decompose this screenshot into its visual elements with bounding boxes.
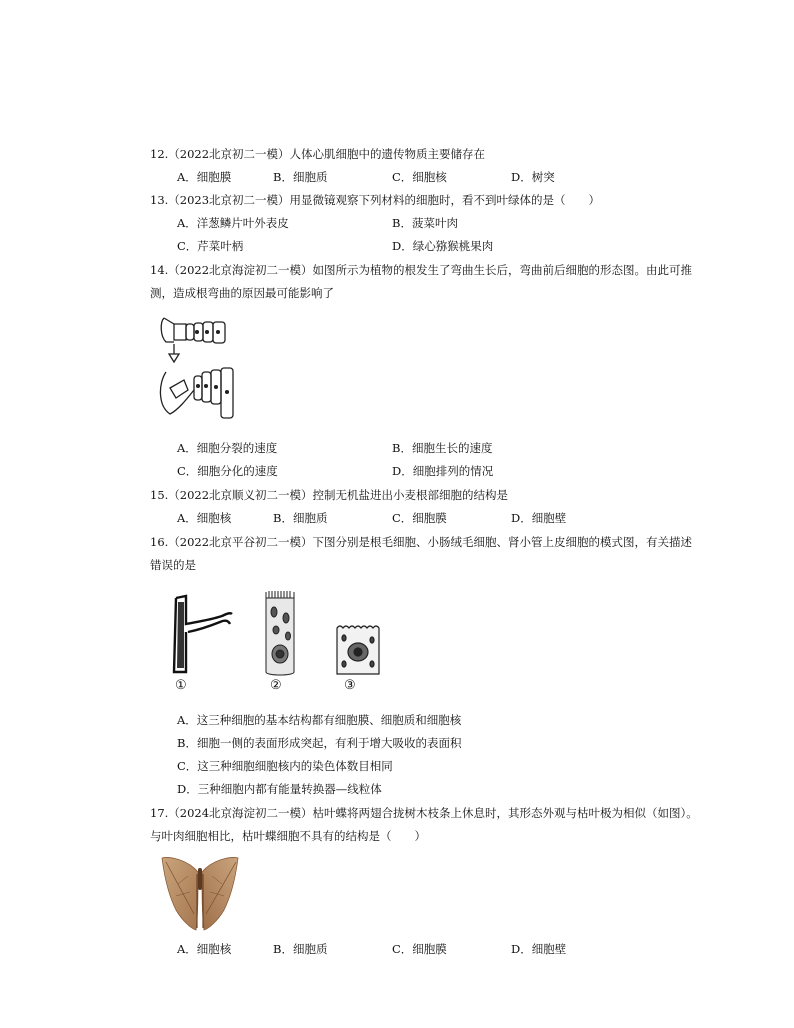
q12-option-b[interactable]: B．细胞质: [273, 170, 328, 184]
q13-option-c[interactable]: C．芹菜叶柄: [177, 239, 244, 253]
question-12-stem: 12.（2022北京初二一模）人体心肌细胞中的遗传物质主要储存在: [150, 147, 486, 161]
q17-option-a[interactable]: A．细胞核: [177, 942, 232, 956]
question-16-stem-line2: 错误的是: [150, 558, 196, 572]
root-cell-figure: [156, 314, 242, 422]
question-17-stem-line1: 17.（2024北京海淀初二一模）枯叶蝶将两翅合拢树木枝条上休息时，其形态外观与枯叶极为相似（如图）。: [150, 806, 698, 820]
q17-option-b[interactable]: B．细胞质: [273, 942, 328, 956]
q15-option-d[interactable]: D．细胞壁: [511, 511, 567, 525]
q15-option-c[interactable]: C．细胞膜: [392, 511, 447, 525]
q16-option-b[interactable]: B．细胞一侧的表面形成突起，有利于增大吸收的表面积: [177, 736, 462, 750]
figure-label-1: ①: [175, 678, 187, 693]
question-14-stem-line2: 测，造成根弯曲的原因最可能影响了: [150, 286, 334, 300]
q15-option-b[interactable]: B．细胞质: [273, 511, 328, 525]
q14-option-a[interactable]: A．细胞分裂的速度: [177, 441, 278, 455]
question-15-stem: 15.（2022北京顺义初二一模）控制无机盐进出小麦根部细胞的结构是: [150, 488, 509, 502]
q13-option-b[interactable]: B．菠菜叶肉: [392, 216, 458, 230]
q12-option-a[interactable]: A．细胞膜: [177, 170, 232, 184]
q16-option-c[interactable]: C．这三种细胞细胞核内的染色体数目相同: [177, 759, 393, 773]
q13-option-d[interactable]: D．绿心猕猴桃果肉: [392, 239, 494, 253]
q14-option-b[interactable]: B．细胞生长的速度: [392, 441, 493, 455]
intestine-villus-cell-figure: [262, 588, 298, 678]
question-14-stem-line1: 14.（2022北京海淀初二一模）如图所示为植物的根发生了弯曲生长后，弯曲前后细胞的形态图。由此可推: [150, 263, 693, 277]
q16-option-d[interactable]: D．三种细胞内都有能量转换器—线粒体: [177, 782, 382, 796]
question-13-stem: 13.（2023北京初二一模）用显微镜观察下列材料的细胞时，看不到叶绿体的是（ ）: [150, 193, 601, 207]
q12-option-c[interactable]: C．细胞核: [392, 170, 447, 184]
q14-option-c[interactable]: C．细胞分化的速度: [177, 464, 278, 478]
renal-tubule-cell-figure: [334, 622, 382, 678]
figure-label-2: ②: [270, 678, 282, 693]
q13-option-a[interactable]: A．洋葱鳞片叶外表皮: [177, 216, 289, 230]
q16-option-a[interactable]: A．这三种细胞的基本结构都有细胞膜、细胞质和细胞核: [177, 713, 462, 727]
q15-option-a[interactable]: A．细胞核: [177, 511, 232, 525]
q12-option-d[interactable]: D．树突: [511, 170, 555, 184]
question-16-stem-line1: 16.（2022北京平谷初二一模）下图分别是根毛细胞、小肠绒毛细胞、肾小管上皮细胞的模式图，有关描述: [150, 535, 693, 549]
q14-option-d[interactable]: D．细胞排列的情况: [392, 464, 494, 478]
q17-option-c[interactable]: C．细胞膜: [392, 942, 447, 956]
question-17-stem-line2: 与叶肉细胞相比，枯叶蝶细胞不具有的结构是（ ）: [150, 829, 426, 843]
figure-label-3: ③: [344, 678, 356, 693]
q17-option-d[interactable]: D．细胞壁: [511, 942, 567, 956]
root-hair-cell-figure: [166, 592, 238, 676]
leaf-butterfly-image: [158, 854, 242, 932]
